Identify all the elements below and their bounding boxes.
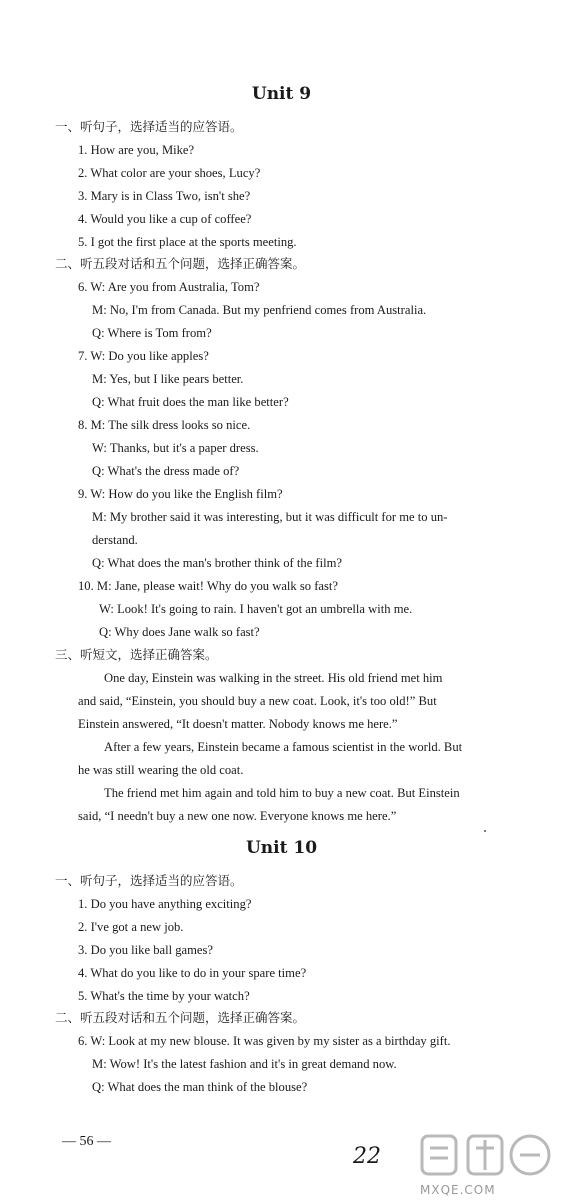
u9-item-3: 3. Mary is in Class Two, isn't she? — [78, 189, 251, 203]
u9-passage-line-5: he was still wearing the old coat. — [78, 763, 244, 777]
u9-item-8-q: Q: What's the dress made of? — [92, 464, 240, 478]
u9-item-2: 2. What color are your shoes, Lucy? — [78, 166, 261, 180]
u9-item-5: 5. I got the first place at the sports meeting. — [78, 235, 297, 249]
u10-item-1: 1. Do you have anything exciting? — [78, 897, 252, 911]
u9-item-9-w: 9. W: How do you like the English film? — [78, 487, 283, 501]
u9-item-10-w: W: Look! It's going to rain. I haven't got an umbrella with me. — [99, 602, 413, 616]
u9-item-4: 4. Would you like a cup of coffee? — [78, 212, 252, 226]
u9-item-9-m: M: My brother said it was interesting, but it was difficult for me to un- — [92, 510, 448, 524]
u9-item-6-m: M: No, I'm from Canada. But my penfriend comes from Australia. — [92, 303, 427, 317]
u9-passage-line-7: said, “I needn't buy a new one now. Everyone knows me here.” — [78, 809, 397, 823]
u9-passage-line-6: The friend met him again and told him to buy a new coat. But Einstein — [104, 786, 460, 800]
u9-item-7-w: 7. W: Do you like apples? — [78, 349, 209, 363]
u9-item-9-q: Q: What does the man's brother think of the film? — [92, 556, 343, 570]
u9-passage-line-2: and said, “Einstein, you should buy a new coat. Look, it's too old!” But — [78, 694, 437, 708]
u10-item-6-m: M: Wow! It's the latest fashion and it's in great demand now. — [92, 1057, 397, 1071]
u9-section-2-heading: 二、听五段对话和五个问题，选择正确答案。 — [55, 256, 306, 271]
u9-item-8-w: W: Thanks, but it's a paper dress. — [92, 441, 259, 455]
u10-item-2: 2. I've got a new job. — [78, 920, 184, 934]
u9-passage-line-4: After a few years, Einstein became a famous scientist in the world. But — [104, 740, 463, 754]
u9-section-3-heading: 三、听短文，选择正确答案。 — [55, 647, 218, 662]
u9-item-8-m: 8. M: The silk dress looks so nice. — [78, 418, 251, 432]
u10-section-1-heading: 一、听句子，选择适当的应答语。 — [55, 873, 243, 888]
u9-item-10-q: Q: Why does Jane walk so fast? — [99, 625, 260, 639]
u9-item-7-m: M: Yes, but I like pears better. — [92, 372, 244, 386]
handwritten-note: 22 — [353, 1144, 381, 1169]
u9-item-6-w: 6. W: Are you from Australia, Tom? — [78, 280, 260, 294]
u10-item-5: 5. What's the time by your watch? — [78, 989, 250, 1003]
u10-section-2-heading: 二、听五段对话和五个问题，选择正确答案。 — [55, 1010, 306, 1025]
unit-9-title: Unit 9 — [251, 84, 312, 104]
speck-mark — [484, 830, 486, 832]
u9-passage-line-1: One day, Einstein was walking in the street. His old friend met him — [104, 671, 443, 685]
u10-item-6-w: 6. W: Look at my new blouse. It was given by my sister as a birthday gift. — [78, 1034, 451, 1048]
u9-item-1: 1. How are you, Mike? — [78, 143, 195, 157]
u9-item-9-m-cont: derstand. — [92, 533, 138, 547]
u9-item-6-q: Q: Where is Tom from? — [92, 326, 212, 340]
u10-item-4: 4. What do you like to do in your spare time? — [78, 966, 307, 980]
page-number: — 56 — — [62, 1134, 111, 1149]
u9-item-10-m: 10. M: Jane, please wait! Why do you walk so fast? — [78, 579, 338, 593]
u10-item-6-q: Q: What does the man think of the blouse? — [92, 1080, 308, 1094]
u9-passage-line-3: Einstein answered, “It doesn't matter. Nobody knows me here.” — [78, 717, 398, 731]
u9-item-7-q: Q: What fruit does the man like better? — [92, 395, 289, 409]
u10-item-3: 3. Do you like ball games? — [78, 943, 214, 957]
u9-section-1-heading: 一、听句子，选择适当的应答语。 — [55, 119, 243, 134]
watermark-url: MXQE.COM — [420, 1183, 496, 1197]
unit-10-title: Unit 10 — [245, 838, 318, 858]
